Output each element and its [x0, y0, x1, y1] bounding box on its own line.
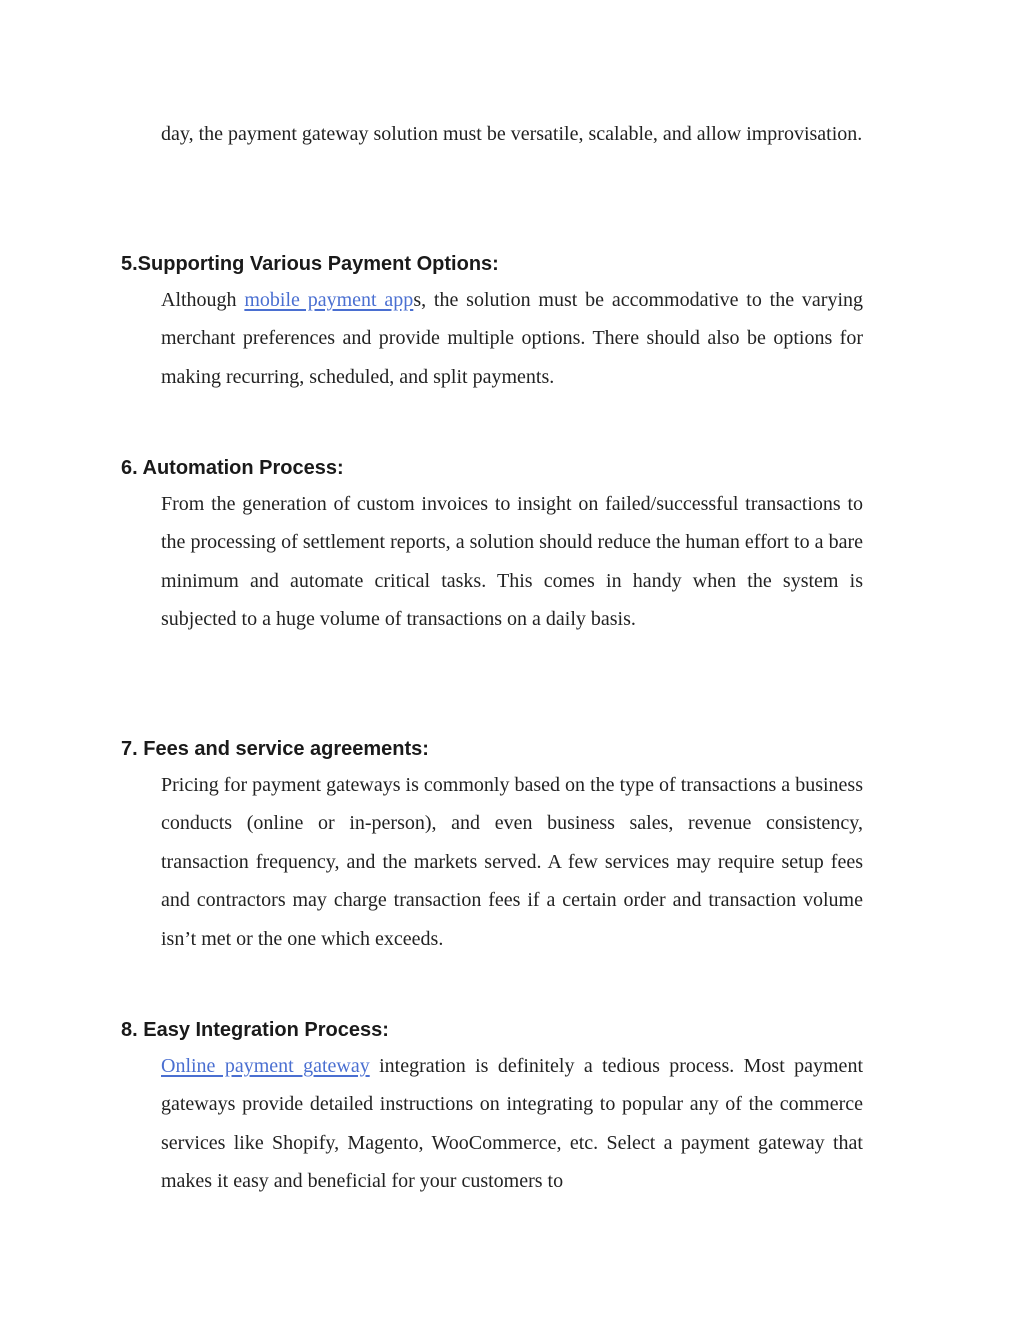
section-paragraph-fees: Pricing for payment gateways is commonly based on the type of transactions a business conducts (online or in-person), and even business sales, revenue consistency, transaction frequency, and the markets served. A few services may require setup fees and contractors may charge transaction fees if a certain order and transaction volume isn’t met or the one which exceeds. [161, 774, 863, 950]
online-payment-gateway-link[interactable]: Online payment gateway [161, 1055, 370, 1077]
section-paragraph-payment-options [161, 281, 863, 396]
section-paragraph-integration [161, 1047, 863, 1201]
intro-paragraph: day, the payment gateway solution must be versatile, scalable, and allow improvisation. [161, 123, 863, 145]
paragraph-text: s, the solution must be accommodative to the varying merchant preferences and provide multiple options. There should also be options for making recurring, scheduled, and split payments. [161, 289, 863, 388]
section-heading-fees: 7. Fees and service agreements: [121, 738, 429, 760]
paragraph-text: Although [161, 289, 245, 311]
section-heading-payment-options: 5.Supporting Various Payment Options: [121, 253, 499, 275]
mobile-payment-app-link[interactable]: mobile payment app [244, 289, 414, 311]
section-heading-integration: 8. Easy Integration Process: [121, 1019, 389, 1041]
paragraph-text: integration is definitely a tedious process. Most payment gateways provide detailed instructions on integrating to popular any of the commerce services like Shopify, Magento, WooCommerce, etc. Select a payment gateway that makes it easy and beneficial for your customers to [161, 1055, 863, 1193]
section-paragraph-automation: From the generation of custom invoices to insight on failed/successful transactions to the processing of settlement reports, a solution should reduce the human effort to a bare minimum and automate critical tasks. This comes in handy when the system is subjected to a huge volume of transactions on a daily basis. [161, 493, 863, 631]
section-heading-automation: 6. Automation Process: [121, 457, 344, 479]
